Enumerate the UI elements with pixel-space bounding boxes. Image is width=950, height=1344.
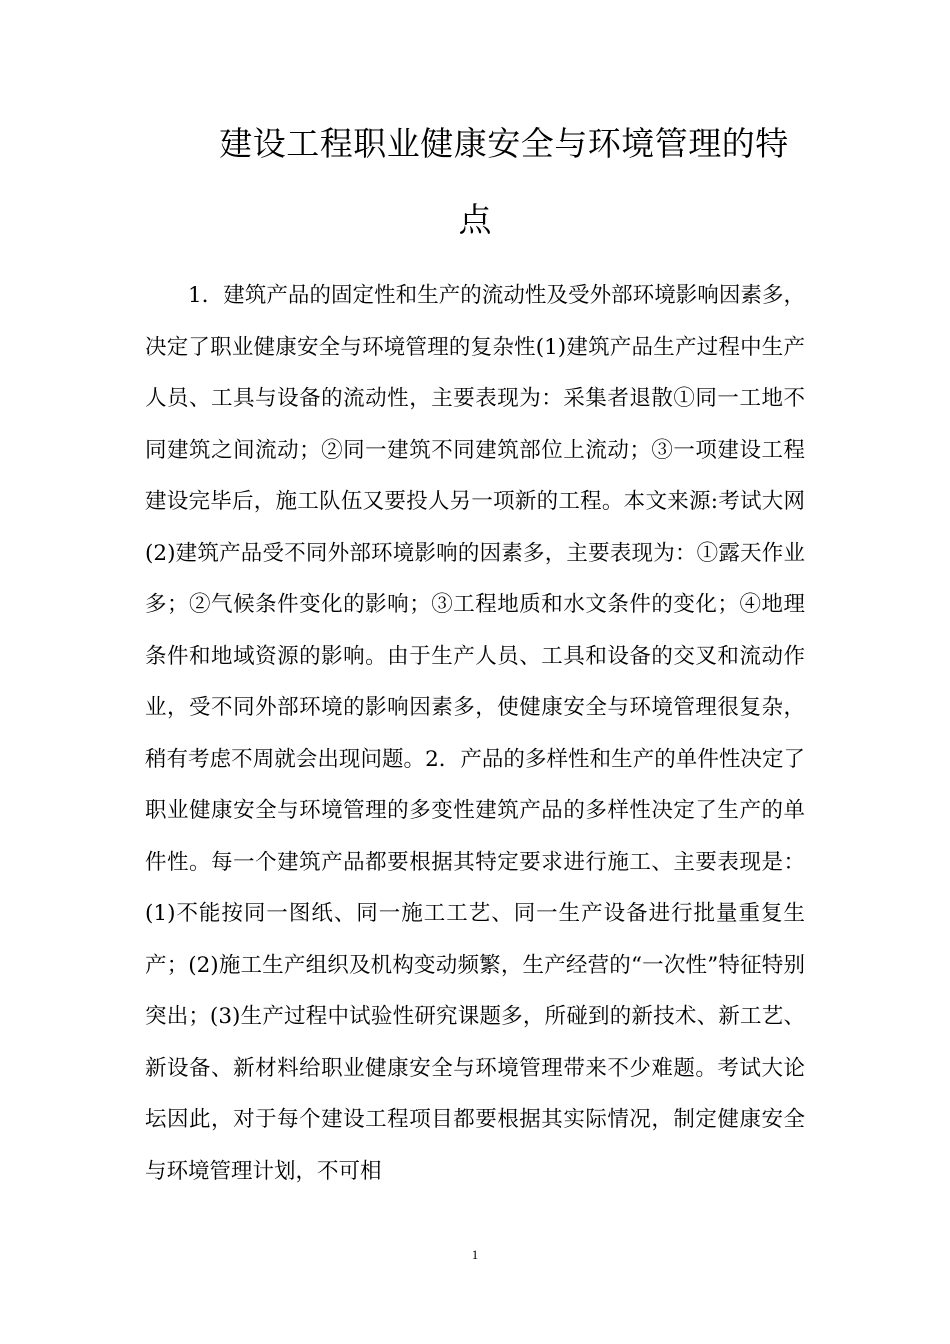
page-number: 1 xyxy=(471,1247,479,1262)
title-line-1: 建设工程职业健康安全与环境管理的特 xyxy=(219,124,789,163)
document-title xyxy=(145,106,805,258)
title-line-2: 点 xyxy=(458,200,492,239)
body-paragraph: 1．建筑产品的固定性和生产的流动性及受外部环境影响因素多，决定了职业健康安全与环境管理的复杂性(1)建筑产品生产过程中生产人员、工具与设备的流动性，主要表现为：采集者退散①同一工地不同建筑之间流动；②同一建筑不同建筑部位上流动；③一项建设工程建设完毕后，施工队伍又要投人另一项新的工程。本文来源:考试大网(2)建筑产品受不同外部环境影响的因素多，主要表现为：①露天作业多；②气候条件变化的影响；③工程地质和水文条件的变化；④地理条件和地域资源的影响。由于生产人员、工具和设备的交叉和流动作业，受不同外部环境的影响因素多，使健康安全与环境管理很复杂，稍有考虑不周就会出现问题。2．产品的多样性和生产的单件性决定了职业健康安全与环境管理的多变性建筑产品的多样性决定了生产的单件性。每一个建筑产品都要根据其特定要求进行施工、主要表现是：(1)不能按同一图纸、同一施工工艺、同一生产设备进行批量重复生产；(2)施工生产组织及机构变动频繁，生产经营的“一次性”特征特别突出；(3)生产过程中试验性研究课题多，所碰到的新技术、新工艺、新设备、新材料给职业健康安全与环境管理带来不少难题。考试大论坛因此，对于每个建设工程项目都要根据其实际情况，制定健康安全与环境管理计划，不可相 xyxy=(145,283,805,1184)
